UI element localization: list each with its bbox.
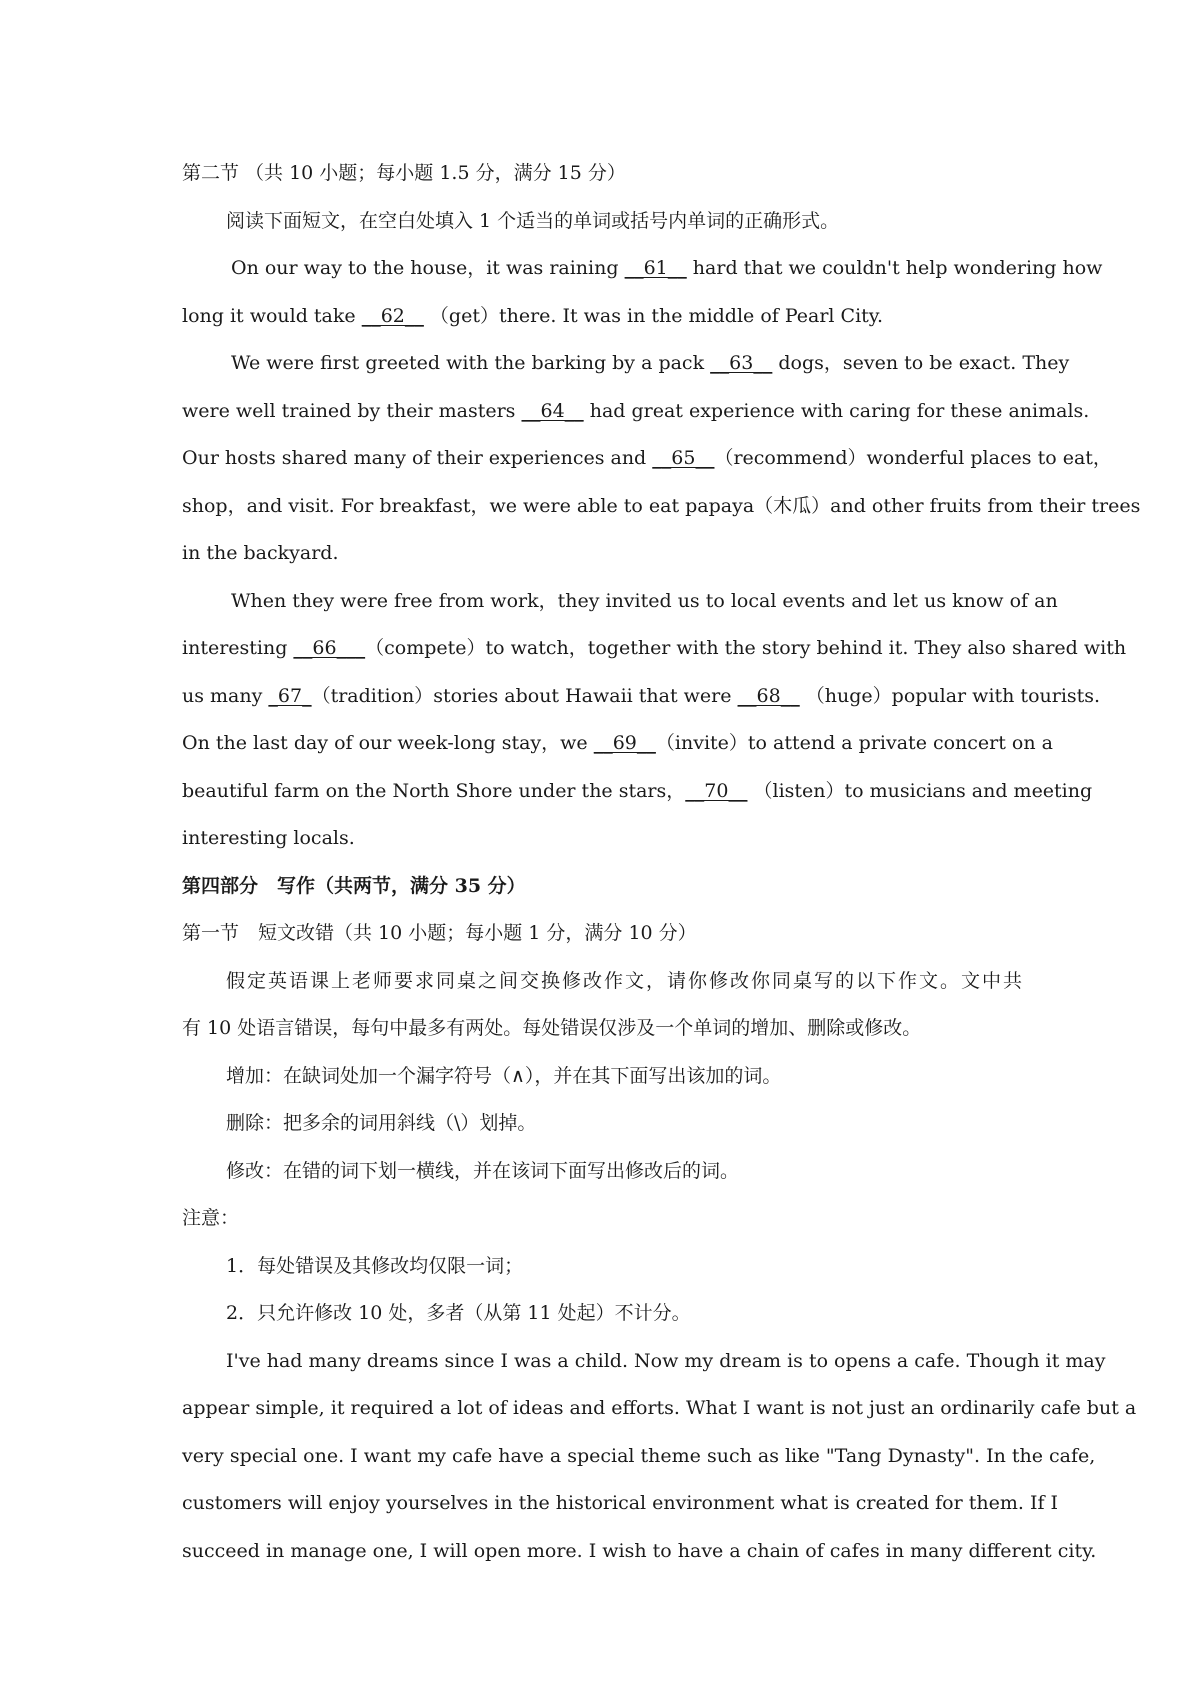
- passage-line: [182, 720, 1053, 768]
- passage-text: us many: [182, 684, 269, 707]
- passage-text: Our hosts shared many of their experiences and: [182, 447, 653, 469]
- note-item-2: 2．只允许修改 10 处，多者（从第 11 处起）不计分。: [226, 1302, 691, 1324]
- passage-line: When they were free from work，they invited us to local events and let us know of an: [231, 589, 1058, 612]
- passage-line: [182, 673, 1101, 721]
- rule-modify: 修改：在错的词下划一横线，并在该词下面写出修改后的词。: [226, 1159, 740, 1182]
- blank-64: __64__: [521, 399, 584, 422]
- passage-line: in the backyard.: [182, 542, 339, 564]
- blank-63: __63__: [710, 352, 773, 374]
- passage-text: （compete）to watch，together with the story behind it. They also shared with: [365, 637, 1127, 659]
- passage-text: （listen）to musicians and meeting: [747, 779, 1093, 802]
- passage-text: （tradition）stories about Hawaii that were: [311, 684, 738, 707]
- part-4-section-1-heading: 第一节 短文改错（共 10 小题；每小题 1 分，满分 10 分）: [182, 922, 697, 944]
- instruction-line: 有 10 处语言错误，每句中最多有两处。每处错误仅涉及一个单词的增加、删除或修改。: [182, 1017, 922, 1039]
- passage-text: On the last day of our week-long stay，we: [182, 732, 594, 754]
- document-page: [182, 150, 1141, 1575]
- essay-line: customers will enjoy yourselves in the historical environment what is created for them. If I: [182, 1492, 1059, 1514]
- part-4-heading: 第四部分 写作（共两节，满分 35 分）: [182, 874, 526, 897]
- blank-67: _67_: [268, 684, 312, 707]
- passage-line: [182, 625, 1127, 673]
- passage-text: On our way to the house，it was raining: [231, 257, 625, 279]
- section-2-instruction: 阅读下面短文，在空白处填入 1 个适当的单词或括号内单词的正确形式。: [226, 209, 840, 232]
- blank-68: __68__: [737, 684, 800, 707]
- blank-62: __62__: [361, 304, 424, 327]
- essay-line: succeed in manage one, I will open more. I wish to have a chain of cafes in many different city.: [182, 1539, 1097, 1562]
- passage-text: had great experience with caring for these animals.: [583, 399, 1090, 422]
- passage-line: interesting locals.: [182, 827, 355, 849]
- passage-text: beautiful farm on the North Shore under the stars，: [182, 779, 686, 802]
- passage-text: （huge）popular with tourists.: [799, 684, 1101, 707]
- passage-line: [182, 293, 1022, 341]
- passage-text: long it would take: [182, 304, 362, 327]
- passage-text: （invite）to attend a private concert on a: [655, 732, 1053, 754]
- passage-line: [182, 340, 1070, 388]
- passage-text: （recommend）wonderful places to eat，: [714, 447, 1112, 469]
- passage-text: （get）there. It was in the middle of Pearl City.: [423, 304, 884, 327]
- section-2-heading: 第二节 （共 10 小题；每小题 1.5 分，满分 15 分）: [182, 162, 626, 184]
- passage-text: dogs，seven to be exact. They: [772, 352, 1070, 374]
- passage-text: We were first greeted with the barking by a pack: [231, 352, 711, 374]
- rule-delete: 删除：把多余的词用斜线（\）划掉。: [226, 1112, 537, 1134]
- instruction-line: 假定英语课上老师要求同桌之间交换修改作文，请你修改你同桌写的以下作文。文中共: [226, 969, 1022, 992]
- passage-line: shop，and visit. For breakfast，we were able to eat papaya（木瓜）and other fruits from their trees: [182, 494, 1141, 517]
- passage-text: interesting: [182, 637, 294, 659]
- blank-66: __66___: [293, 637, 366, 659]
- passage-line: [182, 388, 1090, 436]
- note-label: 注意：: [182, 1207, 240, 1229]
- blank-69: __69__: [593, 732, 656, 754]
- blank-65: __65__: [652, 447, 715, 469]
- note-item-1: 1．每处错误及其修改均仅限一词；: [226, 1254, 524, 1277]
- passage-line: [182, 435, 1112, 483]
- essay-line: I've had many dreams since I was a child. Now my dream is to opens a cafe. Though it may: [226, 1349, 1106, 1372]
- blank-70: __70__: [685, 779, 748, 802]
- blank-61: __61__: [624, 257, 687, 279]
- essay-line: very special one. I want my cafe have a special theme such as like "Tang Dynasty". In the cafe,: [182, 1444, 1096, 1467]
- passage-line: [182, 245, 1103, 293]
- rule-add: 增加：在缺词处加一个漏字符号（∧），并在其下面写出该加的词。: [226, 1064, 782, 1087]
- passage-text: hard that we couldn't help wondering how: [686, 257, 1103, 279]
- essay-line: appear simple, it required a lot of ideas and efforts. What I want is not just an ordinarily cafe but a: [182, 1397, 1137, 1419]
- passage-text: were well trained by their masters: [182, 399, 522, 422]
- passage-line: [182, 768, 1093, 816]
